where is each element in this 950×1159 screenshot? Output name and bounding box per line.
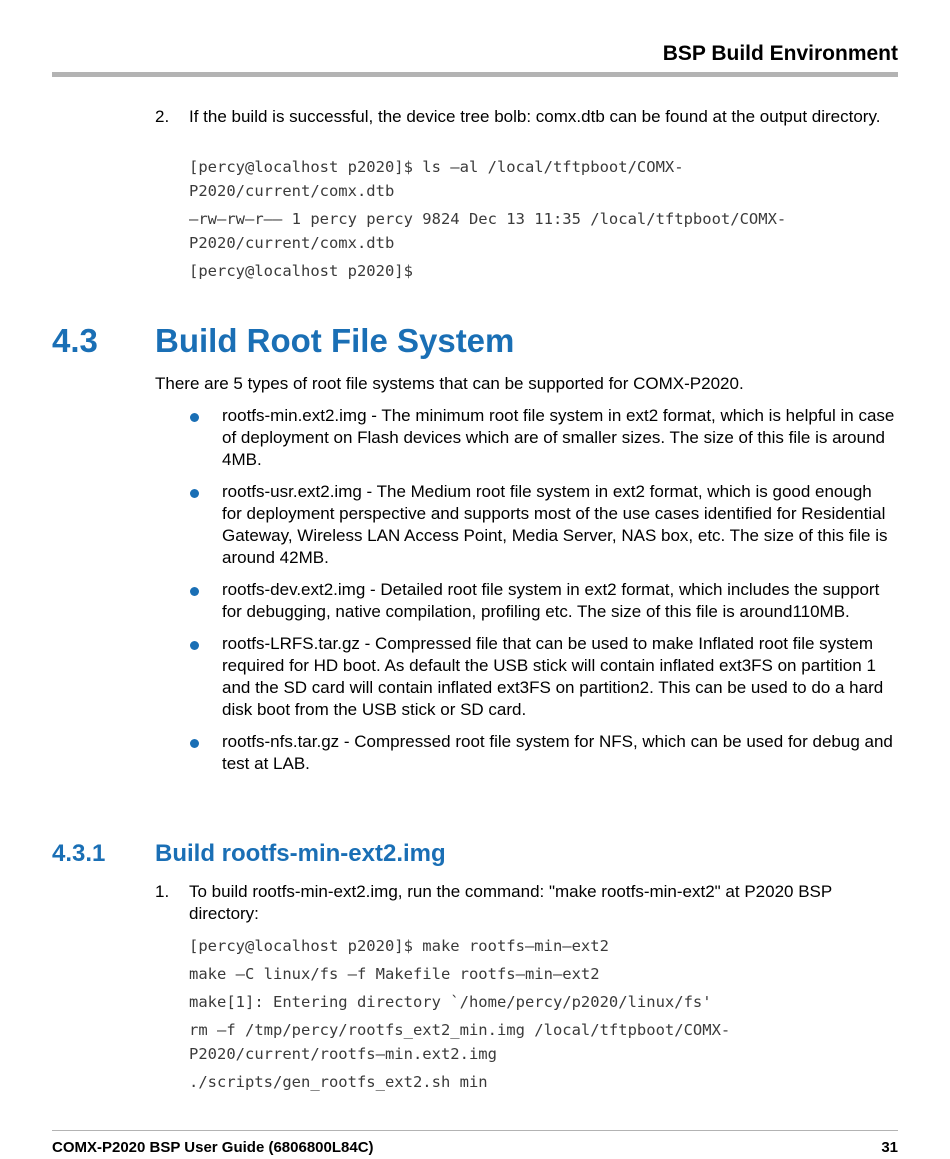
step-number: 1.: [155, 882, 170, 901]
code-line: make[1]: Entering directory `/home/percy/p2020/linux/fs': [189, 993, 712, 1011]
list-item-text: rootfs-LRFS.tar.gz - Compressed file that can be used to make Inflated root file system required for HD boot. As default the USB stick will contain inflated ext3FS on partition 1 and the SD card will contain inflated ext3FS on partition2. This can be used to do a hard disk boot from the USB stick or SD card.: [222, 634, 884, 719]
code-line: rm –f /tmp/percy/rootfs_ext2_min.img /local/tftpboot/COMX-: [189, 1021, 731, 1039]
list-item: [190, 405, 895, 471]
code-line: make –C linux/fs –f Makefile rootfs–min–ext2: [189, 965, 600, 983]
bullet-icon: [190, 641, 199, 650]
list-item-text: rootfs-dev.ext2.img - Detailed root file system in ext2 format, which includes the support for debugging, native compilation, profiling etc. The size of this file is around110MB.: [222, 580, 880, 621]
footer-rule: [52, 1130, 898, 1131]
header-rule: [52, 72, 898, 77]
list-item-text: rootfs-usr.ext2.img - The Medium root file system in ext2 format, which is good enough for deployment perspective and supports most of the use cases identified for Residential Gateway, Wireless LAN Access Point, Media Server, NAS box, etc. The size of this file is around 42MB.: [222, 482, 888, 567]
footer-doc-title: COMX-P2020 BSP User Guide (6806800L84C): [52, 1139, 374, 1156]
code-line: [percy@localhost p2020]$ ls –al /local/tftpboot/COMX-: [189, 158, 684, 176]
code-line: [percy@localhost p2020]$ make rootfs–min–ext2: [189, 937, 609, 955]
section-number: 4.3: [52, 322, 98, 359]
step-text: To build rootfs-min-ext2.img, run the command: "make rootfs-min-ext2" at P2020 BSP directory:: [189, 882, 832, 923]
section-number: 4.3.1: [52, 840, 106, 867]
code-line: P2020/current/comx.dtb: [189, 234, 395, 252]
step-text: If the build is successful, the device tree bolb: comx.dtb can be found at the output directory.: [189, 107, 881, 126]
list-item-text: rootfs-min.ext2.img - The minimum root file system in ext2 format, which is helpful in case of deployment on Flash devices which are of smaller sizes. The size of this file is around 4MB.: [222, 406, 895, 469]
code-line: –rw–rw–r–– 1 percy percy 9824 Dec 13 11:35 /local/tftpboot/COMX-: [189, 210, 787, 228]
bullet-icon: [190, 739, 199, 748]
code-line: [percy@localhost p2020]$: [189, 262, 413, 280]
list-item-text: rootfs-nfs.tar.gz - Compressed root file system for NFS, which can be used for debug and test at LAB.: [222, 732, 893, 773]
step-number: 2.: [155, 107, 170, 126]
list-item: [190, 731, 895, 775]
bullet-icon: [190, 489, 199, 498]
bullet-icon: [190, 413, 199, 422]
list-item: [190, 481, 895, 569]
section-title: Build Root File System: [155, 322, 515, 359]
step-2: [155, 106, 895, 128]
page-header-title: BSP Build Environment: [662, 42, 898, 65]
bullet-icon: [190, 587, 199, 596]
code-line: P2020/current/rootfs–min.ext2.img: [189, 1045, 497, 1063]
code-block-2: [189, 934, 899, 1094]
section-title: Build rootfs-min-ext2.img: [155, 840, 446, 867]
code-line: P2020/current/comx.dtb: [189, 182, 395, 200]
footer-page-number: 31: [881, 1139, 898, 1156]
list-item: [190, 633, 895, 721]
code-line: ./scripts/gen_rootfs_ext2.sh min: [189, 1073, 488, 1091]
section-intro: There are 5 types of root file systems that can be supported for COMX-P2020.: [155, 374, 744, 393]
list-item: [190, 579, 895, 623]
code-block-1: [189, 155, 899, 283]
rootfs-bullet-list: [190, 405, 895, 785]
step-1: [155, 881, 895, 925]
